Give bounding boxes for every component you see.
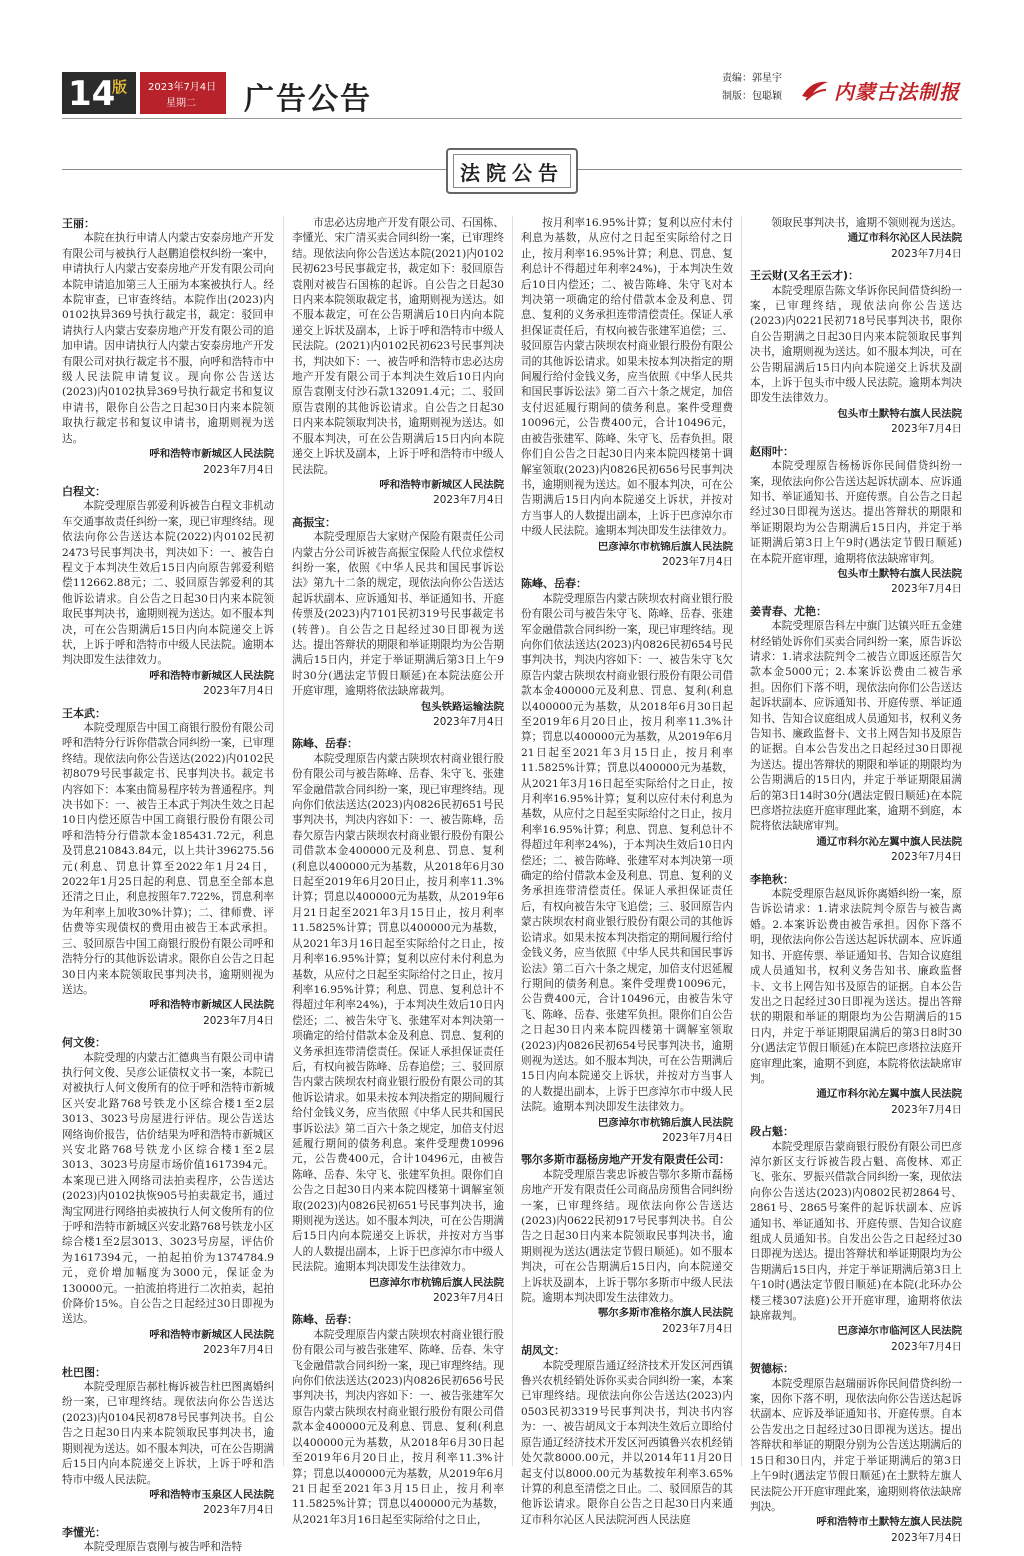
notice	[521, 1152, 733, 1337]
notice	[750, 604, 962, 866]
notice-body: 本院受理原告内蒙古陕坝农村商业银行股份有限公司与被告朱守飞、陈峰、岳春、张建军金融借款合同纠纷一案，现已审理终结。现向你们依法送达(2023)内0826民初654号民事判决书，判决内容如下：一、被告朱守飞欠原告内蒙古陕坝农村商业银行股份有限公司借款本金400000元及利息、罚息、复利(利息以400000元为基数，从2018年6月30日起至2019年6月20日止，按月利率11.3%计算；罚息以400000元为基数，从2019年6月21日起至2021年3月15日止，按月利率11.5825%计算；罚息以400000元为基数，从2021年3月16日起至实际给付之日止，按月利率16.95%计算；复利以应付未付利息为基数，从应付之日起至实际给付之日止，按月利率16.95%计算；利息、罚息、复利总计不得超过年利率24%)，于本判决生效后10日内偿还；二、被告陈峰、张建军对本判决第一项确定的给付借款本金及利息、罚息、复利的义务承担连带清偿责任。保证人承担保证责任后，有权向被告朱守飞追偿；三、驳回原告内蒙古陕坝农村商业银行股份有限公司的其他诉讼请求。如果未按本判决指定的期间履行给付金钱义务，应当依照《中华人民共和国民事诉讼法》第二百六十条之规定，加倍支付迟延履行期间的债务利息。案件受理费10096元，公告费400元，合计10496元，由被告朱守飞、陈峰、岳春、张建军负担。限你们自公告之日起30日内来本院四楼第十调解室领取(2023)内0826民初654号民事判决书，逾期则视为送达。如不服本判决，可在公告期满后15日内向本院递交上诉状，并按对方当事人的人数提出副本，上诉于巴彦淖尔市中级人民法院。逾期本判决即发生法律效力。	[521, 592, 733, 1114]
notice	[292, 736, 504, 1306]
notice	[750, 872, 962, 1119]
notice-addressee: 王云财(又名王云才)：	[750, 269, 860, 283]
notice-body: 领取民事判决书，逾期不领则视为送达。	[771, 217, 962, 229]
notice	[750, 1124, 962, 1355]
banner-line-right	[574, 169, 962, 170]
credits	[722, 70, 782, 106]
notice	[62, 1035, 274, 1359]
banner-line-left	[62, 169, 446, 170]
notice-body: 本院受理原告科左中旗门达镇兴旺五金建材经销处诉你们买卖合同纠纷一案，原告诉讼请求：1.请求法院判令二被告立即返还原告欠款本金5000元；2.本案诉讼费由二被告承担。因你们下落不明，现依法向你们公告送达起诉状副本、应诉通知书、开庭传票、举证通知书、告知合议庭组成人员通知书，权利义务告知书、廉政监督卡、文书上网告知书及原告的证据。自本公告发出之日起经过30日即视为送达。提出答辩状的期限和举证的期限均为公告期满后的15日内，并定于举证期限届满后的第3日14时30分(遇法定假日顺延)在本院巴彦塔拉法庭开庭审理此案，逾期不到庭，本院将依法缺席审判。	[750, 620, 962, 833]
notice-body: 市忠必达房地产开发有限公司、石国栋、李懂光、宋广清买卖合同纠纷一案，已审理终结。现依法向你公告送达本院(2021)内0102民初623号民事裁定书，裁定如下：驳回原告袁刚对被告石国栋的起诉。自公告之日起30日内来本院领取裁定书，逾期则视为送达。如不服本裁定，可在公告期满后10日内向本院递交上诉状及副本，上诉于呼和浩特市中级人民法院。(2021)内0102民初623号民事判决书，判决如下：一、被告呼和浩特市忠必达房地产开发有限公司于本判决生效后10日内向原告袁刚支付沙石款132091.4元；二、驳回原告袁刚的其他诉讼请求。自公告之日起30日内来本院领取判决书，逾期则视为送达。如不服本判决，可在公告期满后15日内向本院递交上诉状及副本，上诉于呼和浩特市中级人民法院。	[292, 217, 504, 476]
notice-addressee: 王丽：	[62, 217, 95, 230]
notice-date: 2023年7月4日	[891, 583, 962, 596]
issue-date: 2023年7月4日	[148, 82, 217, 93]
notice	[521, 216, 733, 570]
notice-body: 本院受理原告蒙商银行股份有限公司巴彦淖尔新区支行诉被告段占魁、高俊林、邓正飞、张东、罗振兴借款合同纠纷一案，现依法向你公告送达(2023)内0802民初2864号、2861号、2865号案件的起诉状副本、应诉通知书、举证通知书、开庭传票、告知合议庭组成人员通知书。自发出公告之日起经过30日即视为送达。提出答辩状和举证期限均为公告期满后15日内，并定于举证期满后第3日上午10时(遇法定节假日顺延)在本院(北环办公楼三楼307法庭)公开开庭审理，逾期将依法缺席裁判。	[750, 1140, 962, 1323]
notice	[521, 1343, 733, 1528]
swoosh-logo-icon	[800, 78, 830, 102]
page-number: 14	[68, 74, 116, 114]
notice	[62, 484, 274, 700]
column-separator	[512, 216, 513, 1466]
notice	[750, 444, 962, 598]
notice	[521, 576, 733, 1146]
notice-court: 鄂尔多斯市准格尔旗人民法院	[597, 1307, 733, 1320]
notice-body: 本院受理原告赵凤诉你离婚纠纷一案，原告诉讼请求：1.请求法院判令原告与被告离婚。2.本案诉讼费由被告承担。因你下落不明，现依法向你公告送达起诉状副本、应诉通知书、开庭传票、举证通知书、告知合议庭组成人员通知书，权利义务告知书、廉政监督卡、文书上网告知书及原告的证据。自本公告发出之日起经过30日即视为送达。提出答辩状的期限和举证的期限均为公告期满后的15日内，并定于举证期限届满后的第3日8时30分(遇法定节假日顺延)在本院巴彦塔拉法庭开庭审理此案，逾期不到庭，本院将依法缺席审判。	[750, 888, 962, 1085]
column-3	[521, 216, 733, 1526]
notice-body: 本院受理原告裴忠诉被告鄂尔多斯市磊杨房地产开发有限责任公司商品房预售合同纠纷一案，已审理终结。现依法向你公告送达(2023)内0622民初917号民事判决书。自公告之日起30日内来本院领取民事判决书，逾期则视为送达(遇法定节假日顺延)。如不服本判决，可在公告期满后15日内，向本院递交上诉状及副本，上诉于鄂尔多斯市中级人民法院。逾期本判决即发生法律效力。	[521, 1168, 733, 1305]
column-2	[292, 216, 504, 1526]
notice-body: 本院受理原告袁刚与被告呼和浩特	[83, 1541, 243, 1554]
banner-title: 法院公告	[453, 154, 571, 188]
paper-name: 内蒙古法制报	[834, 80, 960, 104]
notice-date: 2023年7月4日	[891, 423, 962, 436]
notice-body: 本院受理原告内蒙古陕坝农村商业银行股份有限公司与被告张建军、陈峰、岳春、朱守飞金融借款合同纠纷一案，现已审理终结。现向你们依法送达(2023)内0826民初656号民事判决书，判决内容如下：一、被告张建军欠原告内蒙古陕坝农村商业银行股份有限公司借款本金400000元及利息、罚息、复利(利息以400000元为基数，从2018年6月30日起至2019年6月20日止，按月利率11.3%计算；罚息以400000元为基数，从2019年6月21日起至2021年3月15日止，按月利率11.5825%计算；罚息以400000元为基数，从2021年3月16日起至实际给付之日止，	[292, 1328, 504, 1526]
notice	[750, 216, 962, 262]
notice-addressee: 鄂尔多斯市磊杨房地产开发有限责任公司：	[521, 1153, 730, 1167]
notice-court: 巴彦淖尔市杭锦后旗人民法院	[597, 540, 733, 553]
notice	[62, 706, 274, 1030]
masthead-logo	[800, 72, 960, 108]
notice-body: 本院受理原告中国工商银行股份有限公司呼和浩特分行诉你借款合同纠纷一案，已审理终结。现依法向你公告送达(2022)内0102民初8079号民事裁定书、民事判决书。裁定书内容如下：本案由简易程序转为普通程序。判决书如下：一、被告王本武于判决生效之日起10日内偿还原告中国工商银行股份有限公司呼和浩特分行借款本金185431.72元，利息及罚息210843.84元，以上共计396275.56元(利息、罚息计算至2022年1月24日，2022年1月25日起的利息、罚息至全部本息还清之日止，利息按照年7.722%，罚息利率为年利率上加收30%计算)；二、律师费、评估费等实现债权的费用由被告王本武承担。三、驳回原告中国工商银行股份有限公司呼和浩特分行的其他诉讼请求。限你自公告之日起30日内来本院领取民事判决书，逾期则视为送达。	[62, 722, 274, 996]
notice-body: 本院受理原告郭爱利诉被告白程文非机动车交通事故责任纠纷一案，现已审理终结。现依法向你公告送达本院(2022)内0102民初2473号民事判决书，判决如下：一、被告白程文于本判决生效后15日内向原告郭爱利赔偿112662.88元；二、驳回原告郭爱利的其他诉讼请求。自公告之日起30日内来本院领取民事判决书，逾期则视为送达。如不服本判决，可在公告期满后15日内向本院递交上诉状，上诉于呼和浩特市中级人民法院。逾期本判决即发生法律效力。	[62, 500, 274, 667]
notice-court: 呼和浩特市新城区人民法院	[149, 999, 274, 1012]
notice	[292, 216, 504, 509]
notice	[750, 1361, 962, 1546]
page-header	[62, 66, 962, 116]
notice-date: 2023年7月4日	[433, 494, 504, 507]
notice-addressee: 杜巴图：	[62, 1365, 106, 1379]
notice-body: 本院受理原告郝杜梅诉被告杜巴图离婚纠纷一案，已审理终结。现依法向你公告送达(2023)内0104民初878号民事判决书。自公告之日起30日内来本院领取民事判决书，逾期则视为送达。如不服本判决，可在公告期满后15日内向本院递交上诉状，上诉于呼和浩特市中级人民法院。	[62, 1381, 274, 1486]
notice-date: 2023年7月4日	[891, 1103, 962, 1116]
editor-credit: 责编：郭星宇	[722, 73, 782, 84]
header-divider	[62, 118, 962, 119]
notice-date: 2023年7月4日	[203, 685, 274, 698]
notice-date: 2023年7月4日	[203, 1504, 274, 1517]
notice-addressee: 王本武：	[62, 706, 106, 720]
notice-court: 通辽市科尔沁左翼中旗人民法院	[816, 1088, 962, 1101]
notice-date: 2023年7月4日	[203, 1344, 274, 1357]
notice-addressee: 李艳秋：	[750, 872, 794, 886]
section-banner	[446, 148, 578, 194]
notice-court: 巴彦淖尔市杭锦后旗人民法院	[597, 1116, 733, 1129]
notice-addressee: 陈峰、岳春：	[292, 737, 358, 751]
page-number-box	[62, 72, 136, 114]
issue-weekday: 星期二	[166, 98, 196, 109]
notice-court: 呼和浩特市新城区人民法院	[149, 448, 274, 461]
notice-date: 2023年7月4日	[433, 716, 504, 728]
notice-court: 呼和浩特市新城区人民法院	[379, 478, 504, 491]
notice-addressee: 胡凤文：	[521, 1344, 565, 1358]
notice-body: 本院在执行申请人内蒙古安泰房地产开发有限公司与被执行人赵鹏追偿权纠纷一案中，申请执行人内蒙古安泰房地产开发有限公司向本院申请追加第三人王丽为本案被执行人。经本院审查，已审查终结。本院作出(2023)内0102执异369号执行裁定书，裁定：驳回申请执行人内蒙古安泰房地产开发有限公司的追加申请。因申请执行人内蒙古安泰房地产开发有限公司对执行裁定书不服，向呼和浩特市中级人民法院申请复议。现向你公告送达(2023)内0102执异369号执行裁定书和复议申请书，限你自公告之日起30日内来本院领取执行裁定书和复议申请书，逾期则视为送达。	[62, 232, 274, 445]
notice	[62, 216, 274, 478]
notice-court: 呼和浩特市新城区人民法院	[149, 669, 274, 682]
page-suffix: 版	[112, 78, 128, 96]
notice-date: 2023年7月4日	[203, 463, 274, 476]
notice-addressee: 姜青春、尤艳：	[750, 604, 827, 618]
notice	[292, 1312, 504, 1528]
date-box	[140, 72, 226, 114]
notice	[750, 268, 962, 437]
notice-body: 本院受理原告陈文华诉你民间借贷纠纷一案，已审理终结，现依法向你公告送达(2023)内0221民初718号民事判决书，限你自公告期满之日起30日内来本院领取民事判决书，逾期则视为送达。如不服本判决，可在公告期届满后15日内向本院递交上诉状及副本，上诉于包头市中级人民法院。逾期本判决即发生法律效力。	[750, 284, 962, 405]
notice-court: 呼和浩特市玉泉区人民法院	[149, 1488, 274, 1501]
notice-body: 按月利率16.95%计算；复利以应付未付利息为基数，从应付之日起至实际给付之日止，按月利率16.95%计算；利息、罚息、复利总计不得超过年利率24%)，于本判决生效后10日内偿还；二、被告陈峰、朱守飞对本判决第一项确定的给付借款本金及利息、罚息、复利的义务承担连带清偿责任。保证人承担保证责任后，有权向被告张建军追偿；三、驳回原告内蒙古陕坝农村商业银行股份有限公司的其他诉讼请求。如果未按本判决指定的期间履行给付金钱义务，应当依照《中华人民共和国民事诉讼法》第二百六十条之规定，加倍支付迟延履行期间的债务利息。案件受理费10096元，公告费400元，合计10496元，由被告张建军、陈峰、朱守飞、岳春负担。限你们自公告之日起30日内来本院四楼第十调解室领取(2023)内0826民初656号民事判决书，逾期则视为送达。如不服本判决，可在公告期满后15日内向本院递交上诉状，并按对方当事人的人数提出副本，上诉于巴彦淖尔市中级人民法院。逾期本判决即发生法律效力。	[521, 217, 733, 538]
notice-addressee: 陈峰、岳春：	[292, 1313, 358, 1327]
notice-addressee: 李懂光：	[62, 1525, 106, 1539]
notice-court: 呼和浩特市土默特左旗人民法院	[816, 1516, 962, 1529]
notice-date: 2023年7月4日	[433, 1292, 504, 1305]
notice-court: 巴彦淖尔市临河区人民法院	[837, 1325, 962, 1338]
notice-date: 2023年7月4日	[203, 1014, 274, 1027]
notice-court: 通辽市科尔沁左翼中旗人民法院	[816, 835, 962, 848]
notice-date: 2023年7月4日	[891, 851, 962, 864]
column-separator	[741, 216, 742, 1466]
column-4	[750, 216, 962, 1544]
notice	[62, 1365, 274, 1519]
column-1	[62, 216, 274, 1554]
notice-court: 包头市土默特右旗人民法院	[837, 407, 962, 420]
notice-addressee: 赵雨叶：	[750, 444, 794, 458]
notice	[62, 1525, 274, 1556]
notice-court: 包头市土默特右旗人民法院	[837, 567, 962, 580]
notice	[292, 515, 504, 731]
notice-date: 2023年7月4日	[891, 1531, 962, 1544]
notice-court: 包头铁路运输法院	[420, 700, 504, 713]
layout-credit: 制版：包聪颖	[722, 91, 782, 102]
notice-body: 本院受理原告大家财产保险有限责任公司内蒙古分公司诉被告高振宝保险人代位求偿权纠纷一案，依照《中华人民共和国民事诉讼法》第九十二条的规定，现依法向你公告送达起诉状副本、应诉通知书、举证通知书、开庭传票及(2023)内7101民初319号民事裁定书(转普)。自公告之日起经过30日即视为送达。提出答辩状的期限和举证期限均为公告期满后15日内，并定于举证期满后第3日上午9时30分(遇法定节假日顺延)在本院法庭公开开庭审理，逾期将依法缺席裁判。	[292, 531, 504, 698]
notice-date: 2023年7月4日	[662, 1131, 733, 1144]
notice-court: 巴彦淖尔市杭锦后旗人民法院	[368, 1276, 504, 1289]
notice-body: 本院受理原告赵瑞丽诉你民间借贷纠纷一案，因你下落不明，现依法向你公告送达起诉状副本、应诉及举证通知书、开庭传票。自本公告发出之日起经过30日即视为送达。提出答辩状和举证的期限分别为公告送达期满后的15日和30日内，并定于举证期满后的第3日上午9时(遇法定节假日顺延)在土默特左旗人民法院公开开庭审理此案，逾期则将依法缺席判决。	[750, 1377, 962, 1513]
notice-addressee: 贺德标：	[750, 1362, 794, 1376]
notice-body: 本院受理原告内蒙古陕坝农村商业银行股份有限公司与被告陈峰、岳春、朱守飞、张建军金融借款合同纠纷一案，现已审理终结。现向你们依法送达(2023)内0826民初651号民事判决书，判决内容如下：一、被告陈峰，岳春欠原告内蒙古陕坝农村商业银行股份有限公司借款本金400000元及利息、罚息、复利(利息以400000元为基数，从2018年6月30日起至2019年6月20日止，按月利率11.3%计算；罚息以400000元为基数，从2019年6月21日起至2021年3月15日止，按月利率11.5825%计算；罚息以400000元为基数，从2021年3月16日起至实际给付之日止，按月利率16.95%计算；复利以应付未付利息为基数，从应付之日起至实际给付之日止，按月利率16.95%计算；利息、罚息、复利总计不得超过年利率24%)，于本判决生效后10日内偿还；二、被告朱守飞、张建军对本判决第一项确定的给付借款本金及利息、罚息、复利的义务承担连带清偿责任。保证人承担保证责任后，有权向被告陈峰、岳春追偿；三、驳回原告内蒙古陕坝农村商业银行股份有限公司的其他诉讼请求。如果未按本判决指定的期间履行给付金钱义务，应当依照《中华人民共和国民事诉讼法》第二百六十条之规定，加倍支付迟延履行期间的债务利息。案件受理费10996元，公告费400元，合计10496元，由被告陈峰、岳春、朱守飞、张建军负担。限你们自公告之日起30日内来本院四楼第十调解室领取(2023)内0826民初651号民事判决书，逾期则视为送达。如不服本判决，可在公告期满后15日内向本院递交上诉状，并按对方当事人的人数提出副本，上诉于巴彦淖尔市中级人民法院。逾期本判决即发生法律效力。	[292, 752, 504, 1274]
notice-addressee: 陈峰、岳春：	[521, 577, 587, 591]
notice-addressee: 何文俊：	[62, 1036, 106, 1050]
notice-date: 2023年7月4日	[891, 247, 962, 260]
notice-addressee: 段占魁：	[750, 1125, 794, 1139]
notice-body: 本院受理的内蒙古汇德典当有限公司申请执行何文俊、吴彦公证债权文书一案，本院已对被执行人何文俊所有的位于呼和浩特市新城区兴安北路768号铁龙小区综合楼1至2层3013、3023号房屋进行评估。现公告送达网络询价报告，估价结果为呼和浩特市新城区兴安北路768号铁龙小区综合楼1至2层3013、3023号房屋市场价值1617394元。本案现已进入网络司法拍卖程序，公告送达(2023)内0102执恢905号拍卖裁定书，通过淘宝网进行网络拍卖被执行人何文俊所有的位于呼和浩特市新城区兴安北路768号铁龙小区综合楼1至2层3013、3023号房屋，评估价为1617394元，一拍起拍价为1374784.9元，竞价增加幅度为3000元，保证金为130000元。一拍流拍将进行二次拍卖，起拍价降价15%。自公告之日起经过30日即视为送达。	[62, 1051, 274, 1326]
column-separator	[283, 216, 284, 1466]
section-title: 广告公告	[244, 82, 372, 117]
notice-court: 通辽市科尔沁区人民法院	[847, 232, 962, 245]
notice-body: 本院受理原告通辽经济技术开发区河西镇鲁兴农机经销处诉你买卖合同纠纷一案，本案已审理终结。现依法向你公告送达(2023)内0503民初3319号民事判决书，判决书内容为：一、被告胡凤文于本判决生效后立即给付原告通辽经济技术开发区河西镇鲁兴农机经销处欠款8000.00元，并以2014年11月20日起支付以8000.00元为基数按年利率3.65%计算的利息至清偿之日止。二、驳回原告的其他诉讼请求。限你自公告之日起30日内来通辽市科尔沁区人民法院河西人民法庭	[521, 1359, 733, 1526]
notice-body: 本院受理原告杨杨诉你民间借贷纠纷一案，现依法向你公告送达起诉状副本、应诉通知书、举证通知书、开庭传票。自公告之日起经过30日即视为送达。提出答辩状的期限和举证期限均为公告期满后15日内，并定于举证期满后第3日上午9时(遇法定节假日顺延)在本院开庭审理，逾期将依法缺席审判。	[750, 460, 962, 565]
notice-addressee: 白程文：	[62, 484, 106, 498]
notice-court: 呼和浩特市新城区人民法院	[149, 1328, 274, 1341]
notice-date: 2023年7月4日	[662, 555, 733, 568]
notice-addressee: 高振宝：	[292, 515, 336, 529]
notice-date: 2023年7月4日	[662, 1322, 733, 1335]
notice-date: 2023年7月4日	[891, 1340, 962, 1353]
